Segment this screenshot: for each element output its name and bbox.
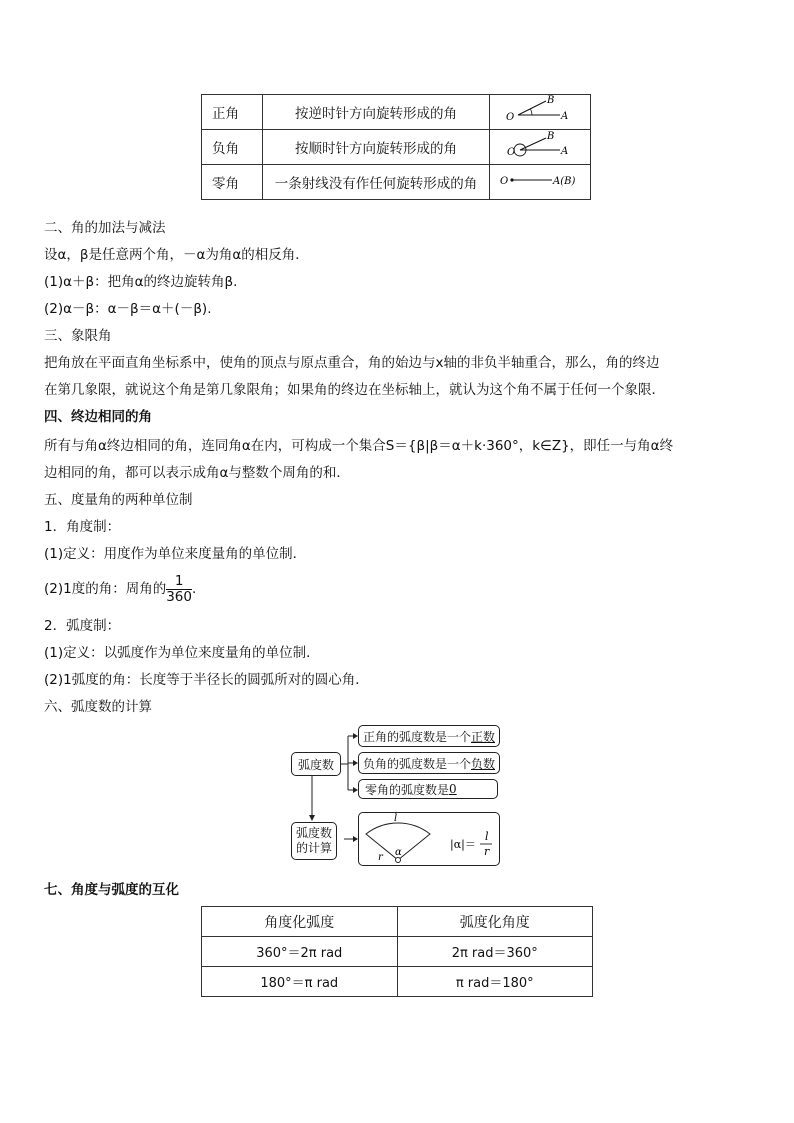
paragraph-one-degree	[44, 572, 196, 606]
paragraph: (2)α－β：α－β＝α＋(－β).	[44, 301, 212, 317]
paragraph: 设α，β是任意两个角，－α为角α的相反角．	[44, 247, 309, 263]
negative-angle-figure	[490, 130, 591, 165]
text: 正角的弧度数是一个	[362, 729, 471, 744]
column-header: 弧度化角度	[397, 907, 593, 937]
section-heading-units: 五、度量角的两种单位制	[44, 492, 193, 508]
angle-type-table	[201, 94, 591, 200]
positive-angle-diagram	[494, 95, 586, 125]
subheading-degree: 1．角度制：	[44, 519, 121, 535]
paragraph: (2)1弧度的角：长度等于半径长的圆弧所对的圆心角．	[44, 672, 369, 688]
text: 的计算	[295, 841, 332, 855]
paragraph: 把角放在平面直角坐标系中，使角的顶点与原点重合，角的始边与x轴的非负半轴重合，那么，角的终边	[44, 355, 660, 371]
table-row	[202, 130, 591, 165]
negative-angle-box	[358, 752, 500, 774]
svg-text:|α|＝: |α|＝	[450, 838, 476, 851]
negative-angle-diagram	[494, 130, 586, 160]
svg-text:A(B): A(B)	[553, 176, 576, 187]
svg-text:α: α	[395, 847, 402, 858]
table-header-row	[202, 907, 593, 937]
text: 零角的弧度数是	[365, 782, 450, 797]
angle-name: 正角	[202, 95, 263, 130]
fraction-denominator: 360	[166, 588, 192, 605]
paragraph: 所有与角α终边相同的角，连同角α在内，可构成一个集合S＝{β|β＝α＋k·360°，k∈Z}，即任一与角α终	[44, 438, 674, 454]
radian-main-box: 弧度数	[291, 752, 341, 776]
svg-text:O: O	[500, 176, 509, 187]
svg-text:r: r	[484, 845, 490, 858]
svg-text:A: A	[561, 111, 569, 122]
paragraph: 边相同的角，都可以表示成角α与整数个周角的和．	[44, 465, 350, 481]
column-header: 角度化弧度	[202, 907, 398, 937]
text: 负角的弧度数是一个	[362, 756, 471, 771]
table-row	[202, 165, 591, 200]
answer-positive: 正数	[471, 729, 496, 744]
section-heading-quadrant: 三、象限角	[44, 328, 112, 344]
svg-text:B: B	[547, 95, 555, 106]
table-cell: 2π rad＝360°	[397, 937, 593, 967]
table-row	[202, 937, 593, 967]
svg-text:l: l	[485, 830, 489, 843]
svg-text:A: A	[561, 146, 569, 157]
angle-definition: 按逆时针方向旋转形成的角	[263, 95, 490, 130]
zero-angle-box	[358, 779, 498, 799]
angle-name: 负角	[202, 130, 263, 165]
text: .	[192, 581, 197, 597]
table-cell: 180°＝π rad	[202, 967, 398, 997]
positive-angle-box	[358, 725, 500, 747]
text: (2)1度的角：周角的	[44, 581, 167, 597]
subheading-radian: 2．弧度制：	[44, 618, 121, 634]
zero-angle-figure	[490, 165, 591, 200]
positive-angle-figure	[490, 95, 591, 130]
table-cell: π rad＝180°	[397, 967, 593, 997]
section-heading-radian-calc: 六、弧度数的计算	[44, 699, 152, 715]
answer-negative: 负数	[471, 756, 496, 771]
svg-text:B: B	[547, 131, 555, 142]
svg-text:r: r	[378, 852, 383, 863]
paragraph: (1)定义：用度作为单位来度量角的单位制．	[44, 546, 307, 562]
radian-calc-box	[291, 822, 337, 860]
table-row	[202, 95, 591, 130]
answer-zero: 0	[449, 782, 457, 796]
text: 弧度数	[295, 826, 332, 840]
section-heading-conversion: 七、角度与弧度的互化	[44, 882, 179, 898]
paragraph: (1)定义：以弧度作为单位来度量角的单位制．	[44, 645, 320, 661]
angle-definition: 按顺时针方向旋转形成的角	[263, 130, 490, 165]
angle-name: 零角	[202, 165, 263, 200]
zero-angle-diagram	[494, 165, 586, 195]
svg-text:O: O	[507, 147, 516, 158]
section-heading-coterminal: 四、终边相同的角	[44, 409, 152, 425]
svg-text:l: l	[394, 813, 398, 824]
svg-text:O: O	[506, 112, 515, 123]
paragraph: 在第几象限，就说这个角是第几象限角；如果角的终边在坐标轴上，就认为这个角不属于任何一个象限．	[44, 382, 665, 398]
paragraph: (1)α＋β：把角α的终边旋转角β.	[44, 274, 238, 290]
table-cell: 360°＝2π rad	[202, 937, 398, 967]
angle-definition: 一条射线没有作任何旋转形成的角	[263, 165, 490, 200]
fraction-numerator: 1	[166, 574, 192, 590]
section-heading-addition: 二、角的加法与减法	[44, 220, 166, 236]
conversion-table	[201, 906, 593, 997]
table-row	[202, 967, 593, 997]
sector-diagram	[358, 812, 498, 864]
fraction	[166, 574, 192, 605]
